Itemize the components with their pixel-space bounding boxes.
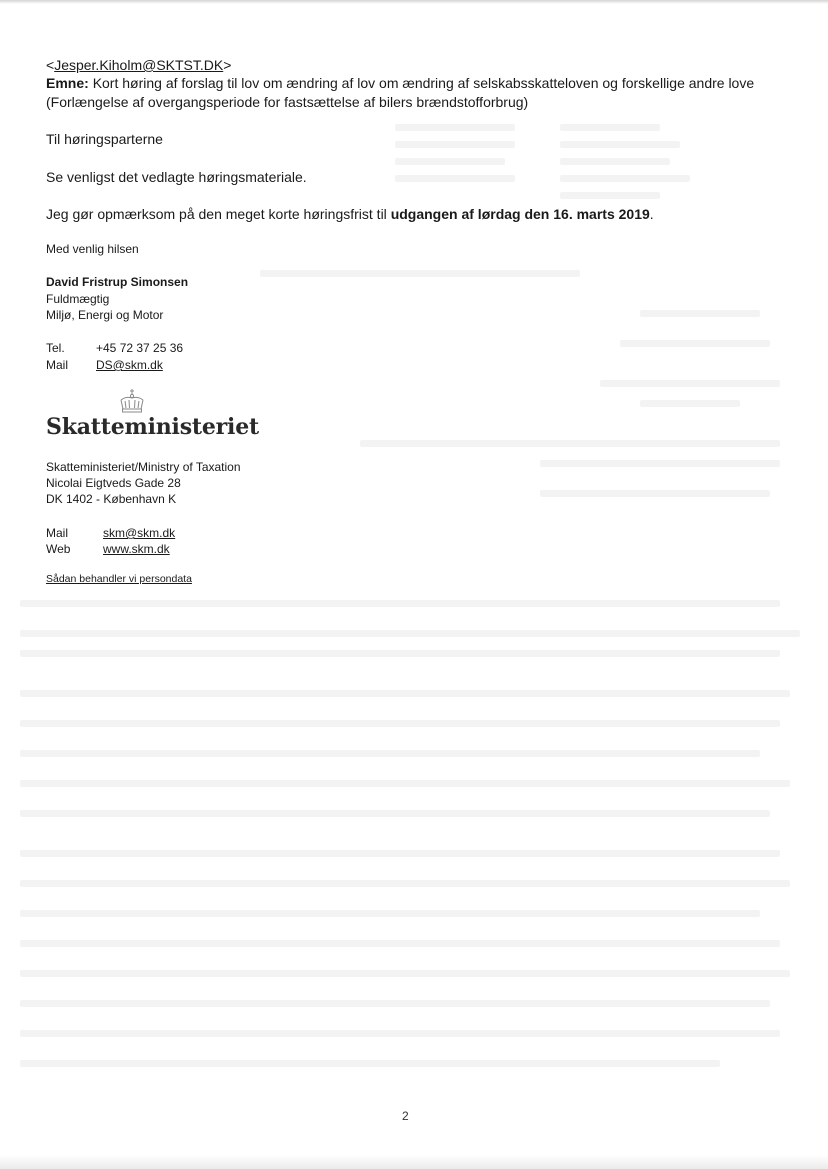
- subject-text: Kort høring af forslag til lov om ændring af lov om ændring af selskabsskatteloven og forskellige andre love: [92, 75, 755, 91]
- organization-name: Skatteministeriet/Ministry of Taxation: [46, 460, 241, 474]
- subject-line-continued: (Forlængelse af overgangsperiode for fastsættelse af bilers brændstofforbrug): [46, 94, 529, 110]
- scan-top-edge: [0, 0, 828, 4]
- from-address-line: <Jesper.Kiholm@SKTST.DK>: [46, 57, 232, 73]
- organization-web-link[interactable]: www.skm.dk: [103, 542, 170, 556]
- deadline-prefix: Jeg gør opmærksom på den meget korte høringsfrist til: [46, 206, 391, 222]
- phone-label: Tel.: [46, 341, 65, 355]
- page-number: 2: [402, 1109, 409, 1123]
- closing: Med venlig hilsen: [46, 242, 139, 256]
- phone-row: [46, 340, 183, 357]
- sender-department: Miljø, Energi og Motor: [46, 308, 164, 322]
- sender-name: David Fristrup Simonsen: [46, 275, 189, 289]
- organization-street: Nicolai Eigtveds Gade 28: [46, 476, 181, 490]
- mail-row: [46, 357, 163, 374]
- privacy-row: [46, 573, 192, 585]
- greeting: Til høringsparterne: [46, 131, 163, 147]
- body-text: Se venligst det vedlagte høringsmateriale.: [46, 169, 307, 185]
- organization-city: DK 1402 - København K: [46, 492, 177, 506]
- organization-mail-link[interactable]: skm@skm.dk: [103, 526, 176, 540]
- phone-number: +45 72 37 25 36: [96, 341, 184, 355]
- deadline-text: [46, 205, 654, 224]
- organization-mail-label: Mail: [46, 526, 69, 540]
- privacy-link[interactable]: Sådan behandler vi persondata: [46, 573, 192, 585]
- logo-wordmark: Skatteministeriet: [46, 414, 259, 440]
- from-address-link[interactable]: Jesper.Kiholm@SKTST.DK: [54, 57, 224, 73]
- subject-label: Emne:: [46, 75, 89, 91]
- sender-mail-link[interactable]: DS@skm.dk: [96, 358, 163, 372]
- sender-title: Fuldmægtig: [46, 292, 110, 306]
- mail-label: Mail: [46, 358, 69, 372]
- organization-web-label: Web: [46, 542, 71, 556]
- crown-icon: [116, 388, 148, 416]
- organization-mail-row: [46, 525, 175, 542]
- subject-line: [46, 74, 754, 93]
- organization-web-row: [46, 541, 170, 558]
- deadline-suffix: .: [649, 206, 654, 222]
- deadline-date: udgangen af lørdag den 16. marts 2019: [390, 206, 650, 222]
- scan-bottom-edge: [0, 1155, 828, 1169]
